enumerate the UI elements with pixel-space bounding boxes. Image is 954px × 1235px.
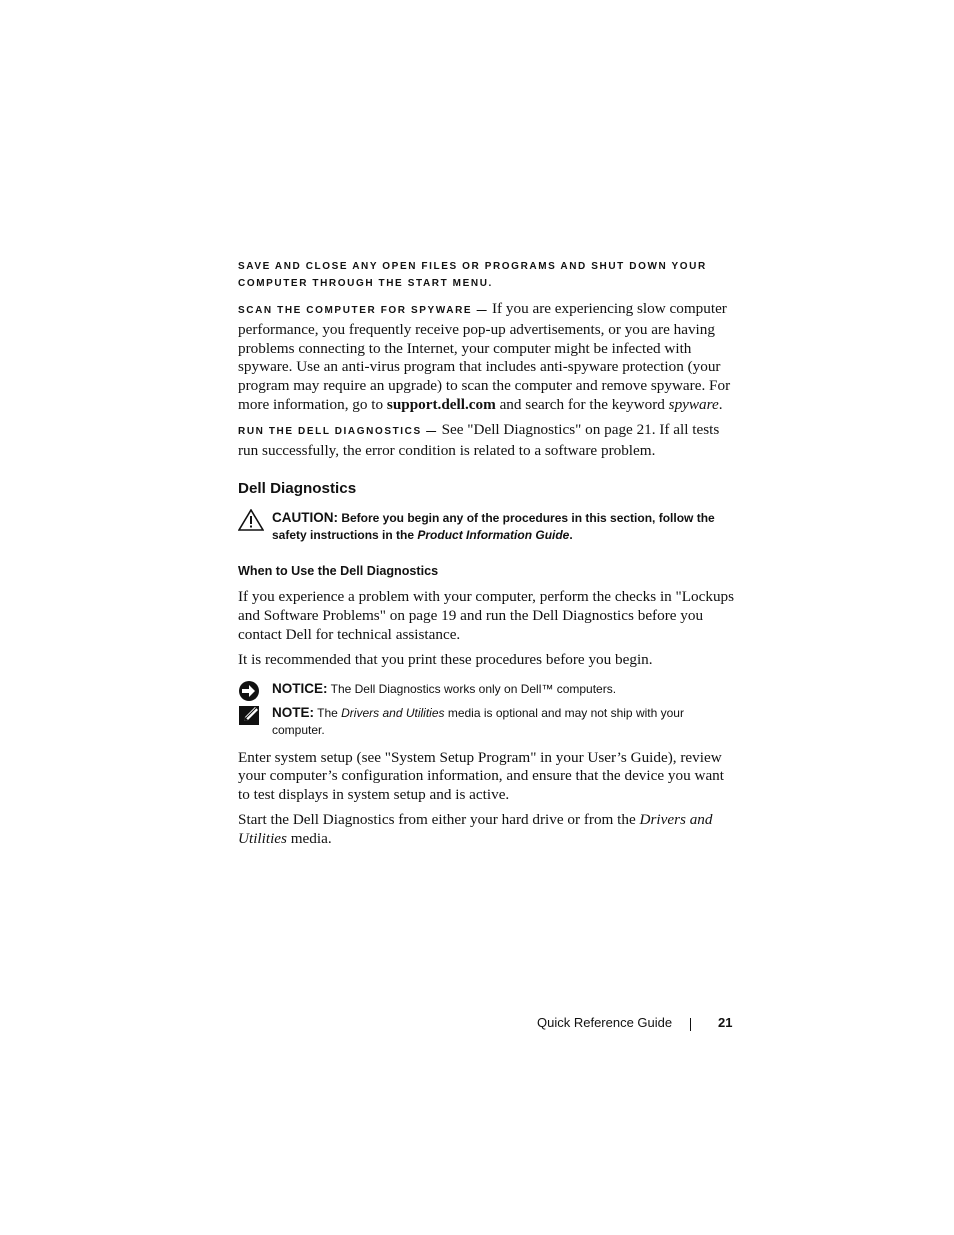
notice-callout <box>238 680 736 698</box>
paragraph-checks: If you experience a problem with your computer, perform the checks in "Lockups and Software Problems" on page 19 and run the Dell Diagnostics before you contact Dell for technical assistance. <box>238 588 735 643</box>
section-title: Dell Diagnostics <box>238 480 357 498</box>
step-run-diagnostics-text: See "Dell Diagnostics" on page 21. If all tests run successfully, the error condition is related to a software problem. <box>238 420 720 459</box>
notice-arrow-icon <box>238 680 260 707</box>
page-content <box>238 258 736 855</box>
note-pencil-icon <box>238 704 262 731</box>
step-run-diagnostics <box>238 421 736 461</box>
step-scan-spyware <box>238 300 736 415</box>
step-scan-spyware-text-2: and search for the keyword <box>495 395 669 413</box>
footer-title: Quick Reference Guide <box>537 1015 673 1030</box>
spyware-keyword: spyware <box>668 395 719 413</box>
note-label: NOTE: <box>272 704 314 720</box>
notice-label: NOTICE: <box>272 680 328 696</box>
notice-text: The Dell Diagnostics works only on Dell™ computers. <box>327 681 617 696</box>
note-text-after: media is optional and may not ship with your computer. <box>272 705 684 737</box>
paragraph-start-diagnostics <box>238 811 736 849</box>
note-text-before: The <box>314 705 342 720</box>
caution-callout <box>238 509 736 544</box>
step-scan-spyware-end: . <box>718 395 723 413</box>
note-callout <box>238 704 736 739</box>
start-diagnostics-text: Start the Dell Diagnostics from either your hard drive or from the <box>238 810 640 828</box>
caution-end: . <box>569 528 573 543</box>
note-media: Drivers and Utilities <box>341 705 445 720</box>
caution-label: CAUTION: <box>272 510 338 526</box>
support-link[interactable]: support.dell.com <box>386 395 496 413</box>
footer-divider <box>690 1018 691 1031</box>
page-number: 21 <box>718 1015 733 1030</box>
caution-triangle-icon <box>238 509 264 536</box>
step-run-diagnostics-heading: RUN THE DELL DIAGNOSTICS — <box>238 425 438 437</box>
caution-text: Before you begin any of the procedures in this section, follow the safety instructions in the <box>272 511 715 543</box>
subsection-title: When to Use the Dell Diagnostics <box>238 564 439 579</box>
step-scan-spyware-heading: SCAN THE COMPUTER FOR SPYWARE — <box>238 305 489 316</box>
page-footer <box>0 1015 954 1035</box>
paragraph-print: It is recommended that you print these procedures before you begin. <box>238 650 653 668</box>
caution-guide: Product Information Guide <box>417 528 570 543</box>
paragraph-system-setup: Enter system setup (see "System Setup Program" in your User’s Guide), review your computer’s configuration information, and ensure that the device you want to test displays in system setup and is active. <box>238 748 724 804</box>
step-save-close-heading: SAVE AND CLOSE ANY OPEN FILES OR PROGRAMS AND SHUT DOWN YOUR COMPUTER THROUGH THE START MENU. <box>238 261 707 289</box>
start-diagnostics-end: media. <box>286 829 332 847</box>
start-diagnostics-media: Drivers and Utilities <box>238 810 713 847</box>
step-scan-spyware-text: If you are experiencing slow computer performance, you frequently receive pop-up advertisements, or you are having problems connecting to the Internet, your computer might be infected with spyware. Use an anti-virus program that includes anti-spyware protection (your program may require an upgrade) to scan the computer and remove spyware. For more information, go to <box>238 300 731 413</box>
